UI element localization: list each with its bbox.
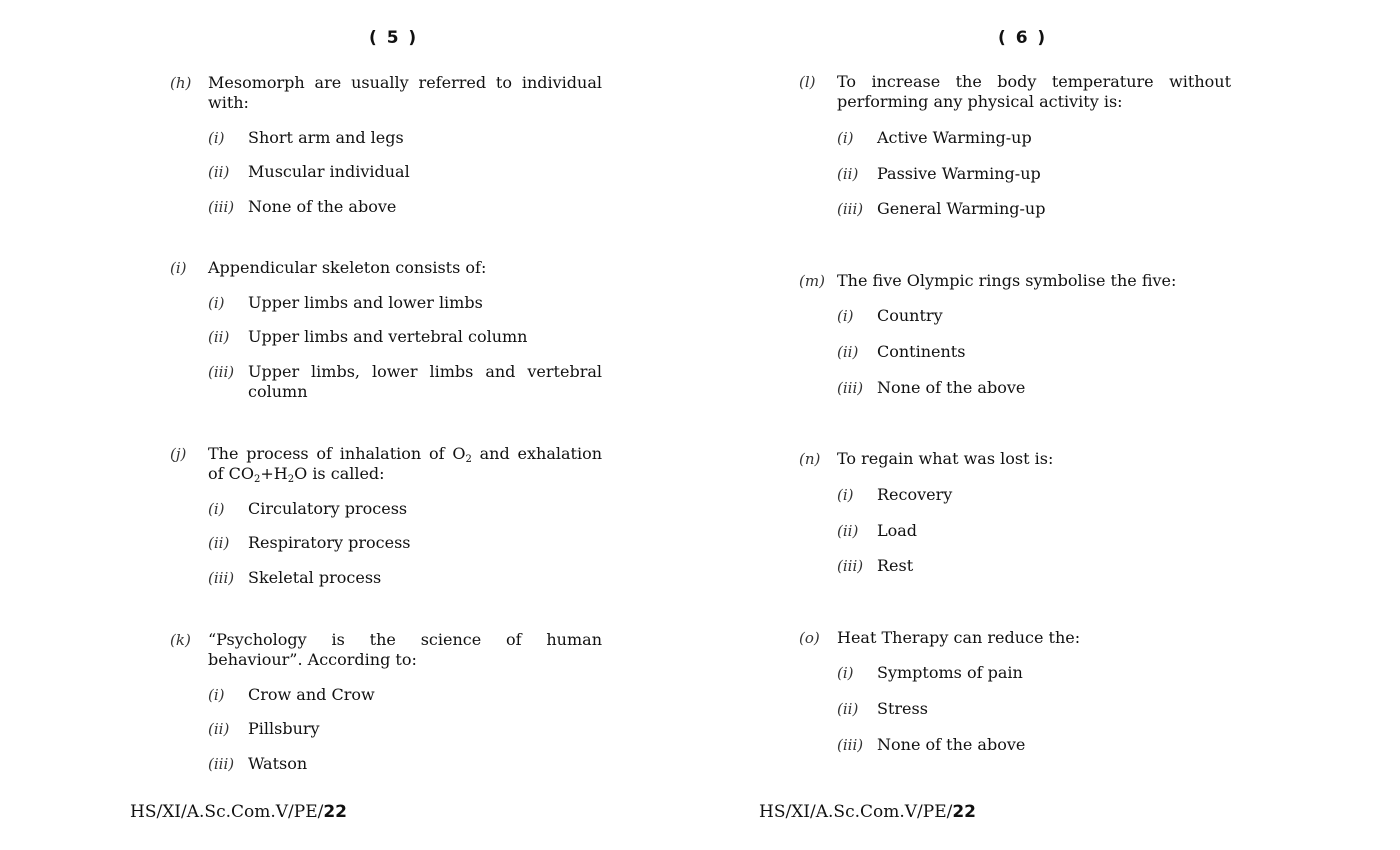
question-text: The five Olympic rings symbolise the five: — [837, 271, 1177, 290]
question-text: Appendicular skeleton consists of: — [208, 258, 487, 277]
question-label: (i) — [170, 259, 187, 277]
option-text: General Warming-up — [877, 199, 1046, 218]
footer-code: HS/XI/A.Sc.Com.V/PE/ — [130, 802, 324, 822]
option-text: Circulatory process — [248, 499, 408, 518]
option-text: Upper limbs, lower limbs and vertebral column — [248, 362, 602, 401]
option-label: (iii) — [837, 200, 864, 218]
option-label: (i) — [208, 129, 225, 147]
question-text: “Psychology is the science of human behaviour”. According to: — [208, 630, 602, 669]
question-label: (j) — [170, 445, 187, 463]
question-label: (m) — [799, 272, 825, 290]
option-label: (ii) — [208, 328, 230, 346]
option-text: Stress — [877, 699, 928, 718]
question-label: (l) — [799, 73, 816, 91]
option-text: Upper limbs and lower limbs — [248, 293, 483, 312]
option-label: (ii) — [837, 343, 859, 361]
option-label: (i) — [837, 486, 854, 504]
option-label: (ii) — [837, 522, 859, 540]
question-text: Mesomorph are usually referred to individual with: — [208, 73, 602, 112]
option-label: (iii) — [837, 736, 864, 754]
question-text: To increase the body temperature without performing any physical activity is: — [837, 72, 1231, 111]
option-label: (ii) — [208, 163, 230, 181]
option-text: Skeletal process — [248, 568, 382, 587]
question-text: The process of inhalation of $O_2$ and exhalation of $CO_2+H_2O$ is called: — [208, 444, 603, 485]
page-number: ( 5 ) — [369, 28, 419, 48]
option-label: (ii) — [837, 165, 859, 183]
option-label: (i) — [837, 129, 854, 147]
question-label: (n) — [799, 450, 821, 468]
option-text: None of the above — [877, 735, 1026, 754]
right-page — [700, 0, 1400, 850]
option-label: (i) — [208, 500, 225, 518]
footer-number: 22 — [952, 802, 977, 822]
option-label: (iii) — [837, 557, 864, 575]
option-label: (ii) — [208, 720, 230, 738]
option-text: Respiratory process — [248, 533, 411, 552]
option-text: Rest — [877, 556, 914, 575]
option-label: (ii) — [837, 700, 859, 718]
question-text: To regain what was lost is: — [837, 449, 1054, 468]
option-label: (i) — [208, 686, 225, 704]
option-text: Recovery — [877, 485, 953, 504]
page-footer — [130, 802, 347, 822]
option-label: (iii) — [837, 379, 864, 397]
option-text: None of the above — [877, 378, 1026, 397]
option-label: (i) — [837, 664, 854, 682]
option-label: (iii) — [208, 198, 235, 216]
option-label: (i) — [837, 307, 854, 325]
question-label: (h) — [170, 74, 192, 92]
option-text: Passive Warming-up — [877, 164, 1041, 183]
option-text: Load — [877, 521, 918, 540]
option-label: (iii) — [208, 755, 235, 773]
option-text: Watson — [248, 754, 308, 773]
footer-code: HS/XI/A.Sc.Com.V/PE/ — [759, 802, 953, 822]
question-text: Heat Therapy can reduce the: — [837, 628, 1081, 647]
option-label: (i) — [208, 294, 225, 312]
option-text: Symptoms of pain — [877, 663, 1023, 682]
option-label: (iii) — [208, 569, 235, 587]
question-label: (o) — [799, 629, 820, 647]
option-text: Continents — [877, 342, 966, 361]
option-text: Short arm and legs — [248, 128, 404, 147]
option-label: (ii) — [208, 534, 230, 552]
option-text: Active Warming-up — [877, 128, 1032, 147]
option-text: Crow and Crow — [248, 685, 375, 704]
option-label: (iii) — [208, 363, 235, 381]
option-text: Muscular individual — [248, 162, 410, 181]
page-footer — [759, 802, 976, 822]
option-text: Upper limbs and vertebral column — [248, 327, 528, 346]
option-text: Country — [877, 306, 943, 325]
footer-number: 22 — [323, 802, 348, 822]
page-number: ( 6 ) — [998, 28, 1048, 48]
question-label: (k) — [170, 631, 191, 649]
option-text: Pillsbury — [248, 719, 320, 738]
option-text: None of the above — [248, 197, 397, 216]
